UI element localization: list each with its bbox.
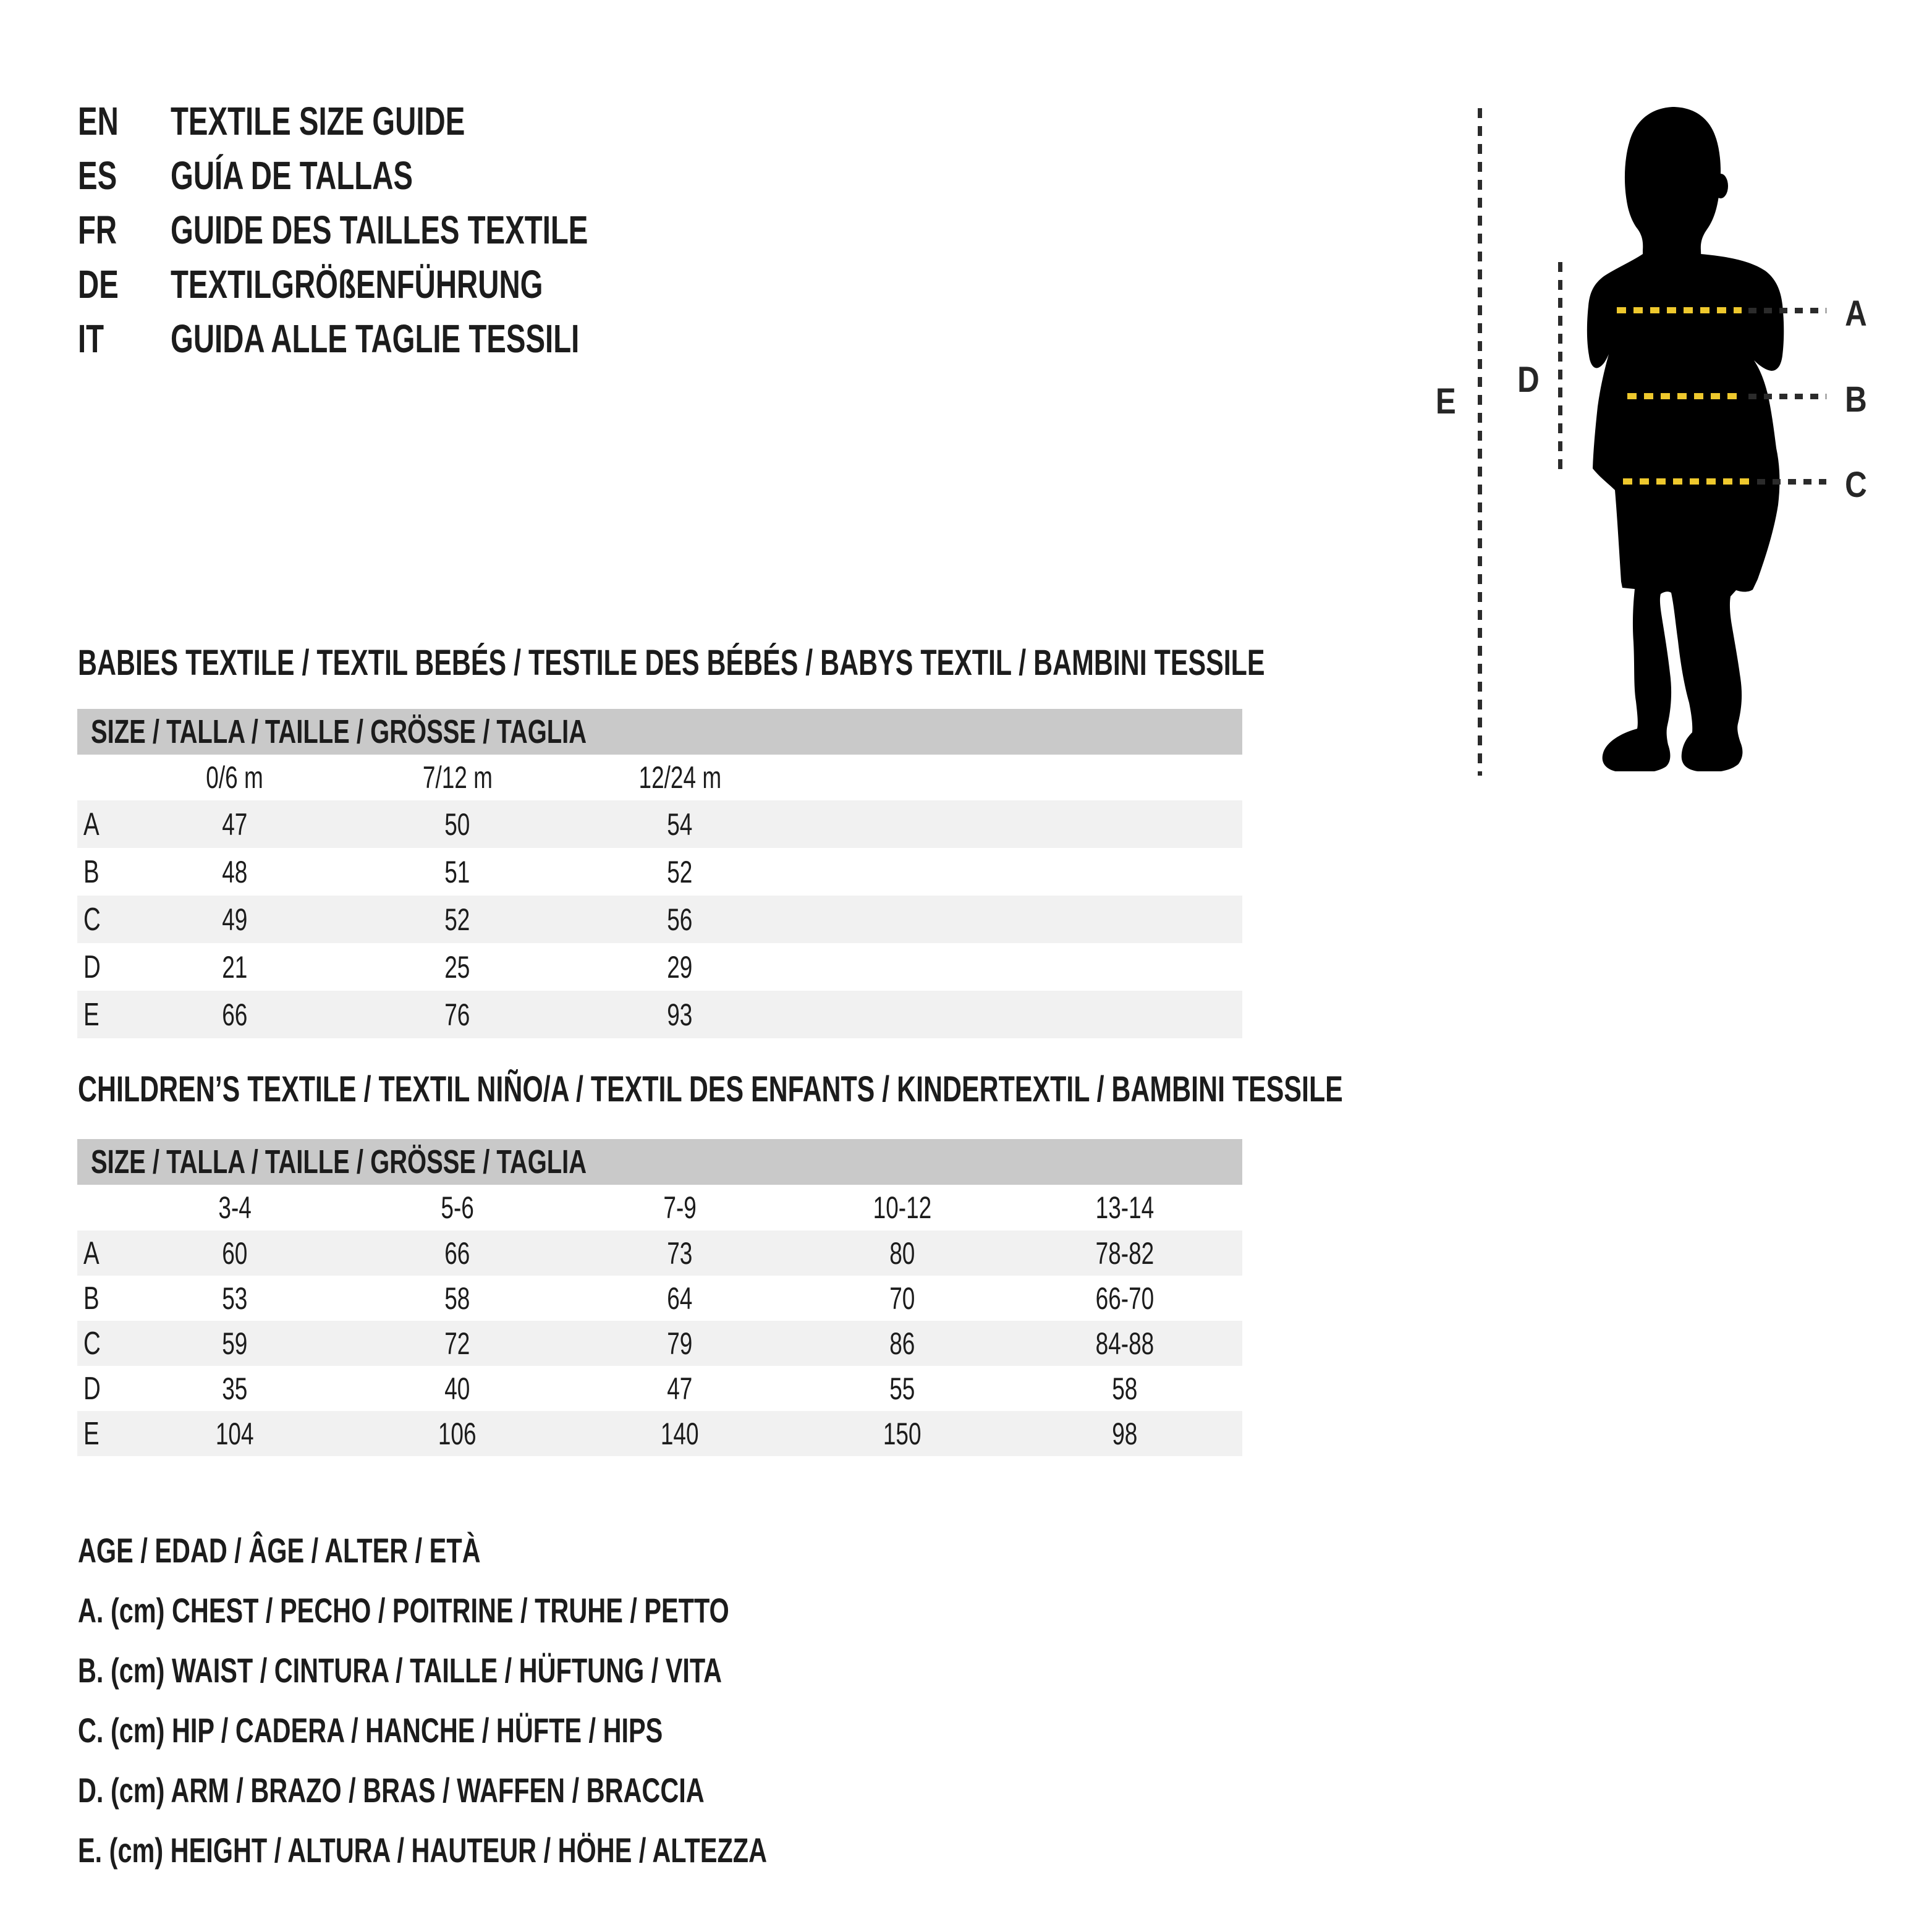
arm-measure-dashed-line: [1558, 262, 1562, 475]
row-label: C: [83, 901, 101, 938]
table-row: [77, 800, 1242, 848]
table-row: [77, 896, 1242, 943]
cell: 52: [444, 902, 470, 937]
language-code: EN: [78, 99, 119, 143]
cell: 66: [444, 1235, 470, 1271]
cell: 79: [667, 1326, 693, 1361]
row-label: A: [83, 806, 100, 842]
height-label: E: [1435, 381, 1456, 422]
legend-height-line: E. (cm) HEIGHT / ALTURA / HAUTEUR / HÖHE / ALTEZZA: [78, 1831, 768, 1870]
cell: 47: [222, 807, 248, 842]
cell: 60: [222, 1235, 248, 1271]
language-code: IT: [78, 316, 104, 361]
cell: 76: [444, 997, 470, 1032]
cell: 98: [1112, 1416, 1138, 1451]
legend-arm-line: D. (cm) ARM / BRAZO / BRAS / WAFFEN / BRACCIA: [78, 1771, 705, 1810]
cell: 70: [889, 1281, 915, 1316]
children-column-header-row: [77, 1185, 1242, 1231]
silhouette-head: [1625, 107, 1721, 268]
waist-measure-leader-line: [1748, 394, 1826, 399]
row-label: E: [83, 1415, 100, 1452]
cell: 52: [667, 854, 693, 889]
table-row: [77, 848, 1242, 896]
guide-title-es: GUÍA DE TALLAS: [171, 153, 413, 198]
legend-age-line: AGE / EDAD / ÂGE / ALTER / ETÀ: [78, 1531, 481, 1570]
cell: 48: [222, 854, 248, 889]
row-label: B: [83, 1280, 100, 1316]
column-header: 13-14: [1095, 1190, 1155, 1225]
corner-cell: [77, 1185, 124, 1231]
table-row: [77, 943, 1242, 991]
measurement-legend: [78, 1520, 1009, 1880]
column-header: 0/6 m: [206, 760, 264, 795]
cell: 150: [883, 1416, 922, 1451]
cell: 106: [438, 1416, 477, 1451]
children-section-heading: CHILDREN’S TEXTILE / TEXTIL NIÑO/A / TEXTIL DES ENFANTS / KINDERTEXTIL / BAMBINI TESSILE: [78, 1069, 1343, 1109]
cell: 80: [889, 1235, 915, 1271]
column-header: 3-4: [218, 1190, 252, 1225]
guide-title-en: TEXTILE SIZE GUIDE: [171, 99, 465, 143]
row-label: C: [83, 1325, 101, 1362]
hip-measure-dashed-line: [1623, 478, 1755, 485]
waist-measure-dashed-line: [1627, 393, 1742, 399]
language-code: ES: [78, 153, 117, 198]
cell: 104: [216, 1416, 254, 1451]
children-size-header-bar: SIZE / TALLA / TAILLE / GRÖSSE / TAGLIA: [77, 1139, 1242, 1185]
cell: 84-88: [1095, 1326, 1155, 1361]
guide-title-it: GUIDA ALLE TAGLIE TESSILI: [171, 316, 580, 361]
arm-label: D: [1517, 360, 1540, 400]
language-code: DE: [78, 262, 119, 307]
child-silhouette-graphic: [1573, 107, 1786, 771]
cell: 58: [444, 1281, 470, 1316]
language-code: FR: [78, 208, 117, 252]
legend-hip-line: C. (cm) HIP / CADERA / HANCHE / HÜFTE / HIPS: [78, 1711, 663, 1750]
row-label: D: [83, 949, 101, 985]
hip-measure-leader-line: [1757, 479, 1826, 485]
table-row: [77, 1411, 1242, 1456]
column-header: 7/12 m: [422, 760, 493, 795]
cell: 40: [444, 1371, 470, 1406]
table-row: [77, 1231, 1242, 1276]
row-label: D: [83, 1370, 101, 1407]
cell: 50: [444, 807, 470, 842]
cell: 64: [667, 1281, 693, 1316]
cell: 66: [222, 997, 248, 1032]
cell: 58: [1112, 1371, 1138, 1406]
cell: 21: [222, 949, 248, 985]
cell: 93: [667, 997, 693, 1032]
babies-column-header-row: [77, 755, 1242, 800]
cell: 66-70: [1095, 1281, 1155, 1316]
guide-title-de: TEXTILGRÖßENFÜHRUNG: [171, 262, 543, 307]
cell: 51: [444, 854, 470, 889]
legend-waist-line: B. (cm) WAIST / CINTURA / TAILLE / HÜFTUNG / VITA: [78, 1651, 722, 1690]
row-label: B: [83, 854, 100, 890]
cell: 56: [667, 902, 693, 937]
cell: 140: [661, 1416, 699, 1451]
column-header: 10-12: [873, 1190, 932, 1225]
babies-size-header-bar: SIZE / TALLA / TAILLE / GRÖSSE / TAGLIA: [77, 709, 1242, 755]
corner-cell: [77, 755, 124, 800]
column-header: 5-6: [441, 1190, 474, 1225]
cell: 72: [444, 1326, 470, 1361]
babies-size-table: [77, 709, 1242, 1038]
row-label: E: [83, 996, 100, 1033]
cell: 73: [667, 1235, 693, 1271]
cell: 53: [222, 1281, 248, 1316]
cell: 59: [222, 1326, 248, 1361]
cell: 47: [667, 1371, 693, 1406]
legend-chest-line: A. (cm) CHEST / PECHO / POITRINE / TRUHE / PETTO: [78, 1591, 729, 1630]
cell: 35: [222, 1371, 248, 1406]
table-row: [77, 1366, 1242, 1411]
silhouette-body: [1587, 254, 1784, 771]
height-measure-dashed-line: [1478, 108, 1482, 776]
table-row: [77, 991, 1242, 1038]
table-row: [77, 1321, 1242, 1366]
cell: 86: [889, 1326, 915, 1361]
guide-title-fr: GUIDE DES TAILLES TEXTILE: [171, 208, 588, 252]
chest-measure-leader-line: [1748, 308, 1826, 313]
cell: 55: [889, 1371, 915, 1406]
table-row: [77, 1276, 1242, 1321]
cell: 49: [222, 902, 248, 937]
chest-label: A: [1845, 294, 1867, 334]
cell: 25: [444, 949, 470, 985]
row-label: A: [83, 1235, 100, 1271]
waist-label: B: [1845, 379, 1867, 420]
cell: 54: [667, 807, 693, 842]
hip-label: C: [1845, 465, 1867, 505]
column-header: 12/24 m: [638, 760, 721, 795]
column-header: 7-9: [663, 1190, 697, 1225]
cell: 78-82: [1095, 1235, 1155, 1271]
silhouette-ear: [1713, 174, 1728, 198]
babies-section-heading: BABIES TEXTILE / TEXTIL BEBÉS / TESTILE DES BÉBÉS / BABYS TEXTIL / BAMBINI TESSILE: [78, 643, 1265, 683]
chest-measure-dashed-line: [1617, 307, 1742, 313]
cell: 29: [667, 949, 693, 985]
children-size-table: [77, 1139, 1242, 1456]
